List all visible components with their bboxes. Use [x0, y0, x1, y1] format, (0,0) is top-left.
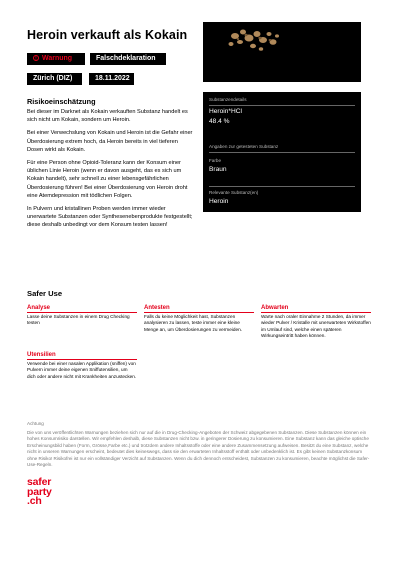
page-title: Heroin verkauft als Kokain	[27, 28, 188, 42]
color-value: Braun	[209, 166, 227, 173]
divider	[209, 152, 355, 153]
divider	[209, 186, 355, 187]
safer-use-text: Warte nach oraler Einnahme 2 Stunden, da immer wieder Pulver / Kristalle mit unerwarteten Wirkstoffen im Umlauf sind, welche einen späteren Wirkungseintritt haben können.	[261, 314, 371, 339]
divider	[27, 312, 137, 313]
details-heading: Substanzendetails	[209, 97, 247, 102]
divider	[27, 359, 137, 360]
safer-use-heading: Abwarten	[261, 305, 289, 311]
substance-percent: 48.4 %	[209, 118, 230, 125]
risk-paragraph: In Pulvern und kristallinen Proben werden immer wieder unerwartete Substanzen oder Synthesenebenprodukte festgestellt; diese deshalb unbedingt vor dem Konsum testen lassen!	[27, 206, 193, 229]
type-badge: Falschdeklaration	[90, 53, 166, 65]
substance-details-panel	[203, 92, 361, 212]
safer-use-item-analyse	[27, 305, 137, 327]
disclaimer-text: Die von uns veröffentlichten Warnungen beziehen sich nur auf die in Drug-Checking-Angeboten der Schweiz abgegebenen Substanzen. Diese Substanzen können ein hohes Konsumrisiko darstellen. Wir empfehlen deshalb, diese Substanzen nicht bzw. in geringerer Dosierung zu konsumieren. Eine Substanz kann das gleiche optische Erscheinungsbild haben (Form, Grösse,Farbe etc.) und trotzdem andere Inhaltsstoffe oder eine andere Zusammensetzung aufweisen. Besitzt du eine Substanz, welche nicht in unseren Warnungen erscheint, bedeutet dies keineswegs, dass sie den erwarteten Inhaltsstoff enthält oder unbedenklich ist. Es gibt keinen Substanzkonsum ohne Risiko! Risikofrei ist nur ein vollständiger Verzicht auf Substanzen. Wenn du dich dennoch entscheidest, Substanzen zu konsumieren, beachte möglichst die Safer-Use-Regeln.	[27, 429, 370, 467]
risk-title: Risikoeinschätzung	[27, 97, 96, 106]
date-badge: 18.11.2022	[89, 73, 134, 85]
substance-name: Heroin*HCl	[209, 108, 242, 115]
relevant-label: Relevante Substanz(en)	[209, 190, 259, 195]
safer-use-heading: Utensilien	[27, 352, 56, 358]
divider	[261, 312, 371, 313]
divider	[209, 105, 355, 106]
location-badge: Zürich (DIZ)	[27, 73, 82, 85]
risk-text	[27, 108, 195, 235]
disclaimer-heading: Achtung	[27, 421, 44, 426]
safer-use-item-utensilien	[27, 352, 137, 380]
safer-use-item-antesten	[144, 305, 254, 333]
safer-use-text: Falls du keine Möglichkeit hast, Substanzen analysieren zu lassen, teste immer eine kleine Menge an, um Überdosierungen zu vermeiden.	[144, 314, 242, 332]
safer-use-heading: Analyse	[27, 305, 51, 311]
warning-badge	[27, 53, 85, 65]
risk-paragraph: Bei einer Verwechslung von Kokain und Heroin ist die Gefahr einer Überdosierung extrem hoch, da Heroin bereits in viel tieferen Dosen wirkt als Kokain.	[27, 130, 193, 153]
risk-paragraph: Bei dieser im Darknet als Kokain verkauften Substanz handelt es sich nicht um Kokain, sondern um Heroin.	[27, 109, 188, 124]
claimed-label: Angaben zur getesteten Substanz	[209, 144, 279, 149]
safer-use-title: Safer Use	[27, 289, 63, 298]
safer-use-text: Lasse deine Substanzen in einem Drug Checking testen	[27, 314, 130, 326]
divider	[144, 312, 254, 313]
substance-photo	[203, 22, 361, 82]
color-label: Farbe	[209, 158, 222, 163]
safer-use-heading: Antesten	[144, 305, 170, 311]
logo-line: .ch	[27, 495, 42, 507]
disclaimer	[27, 421, 372, 469]
logo-line: safer	[27, 476, 52, 488]
saferparty-logo[interactable]	[27, 478, 52, 507]
warning-label: Warnung	[42, 55, 73, 62]
safer-use-text: Verwende bei einer nasalen Applikation (sniffen) von Pulvern immer deine eigenen Sniffutensilien, um dich oder andere nicht mit Krankheiten anzustecken.	[27, 361, 137, 379]
safer-use-item-abwarten	[261, 305, 371, 340]
warning-icon: !	[33, 55, 39, 61]
risk-paragraph: Für eine Person ohne Opioid-Toleranz kann der Konsum einer üblichen Linie Heroin (wenn er davon ausgeht, das es sich um Kokain handelt), sehr schnell zu einer lebensgefährlichen Überdosierung führen! Bei einer Überdosierung von Heroin droht eine Atemdepression mit tödlichen Folgen.	[27, 160, 188, 199]
logo-line: party	[27, 485, 52, 498]
relevant-value: Heroin	[209, 198, 229, 205]
